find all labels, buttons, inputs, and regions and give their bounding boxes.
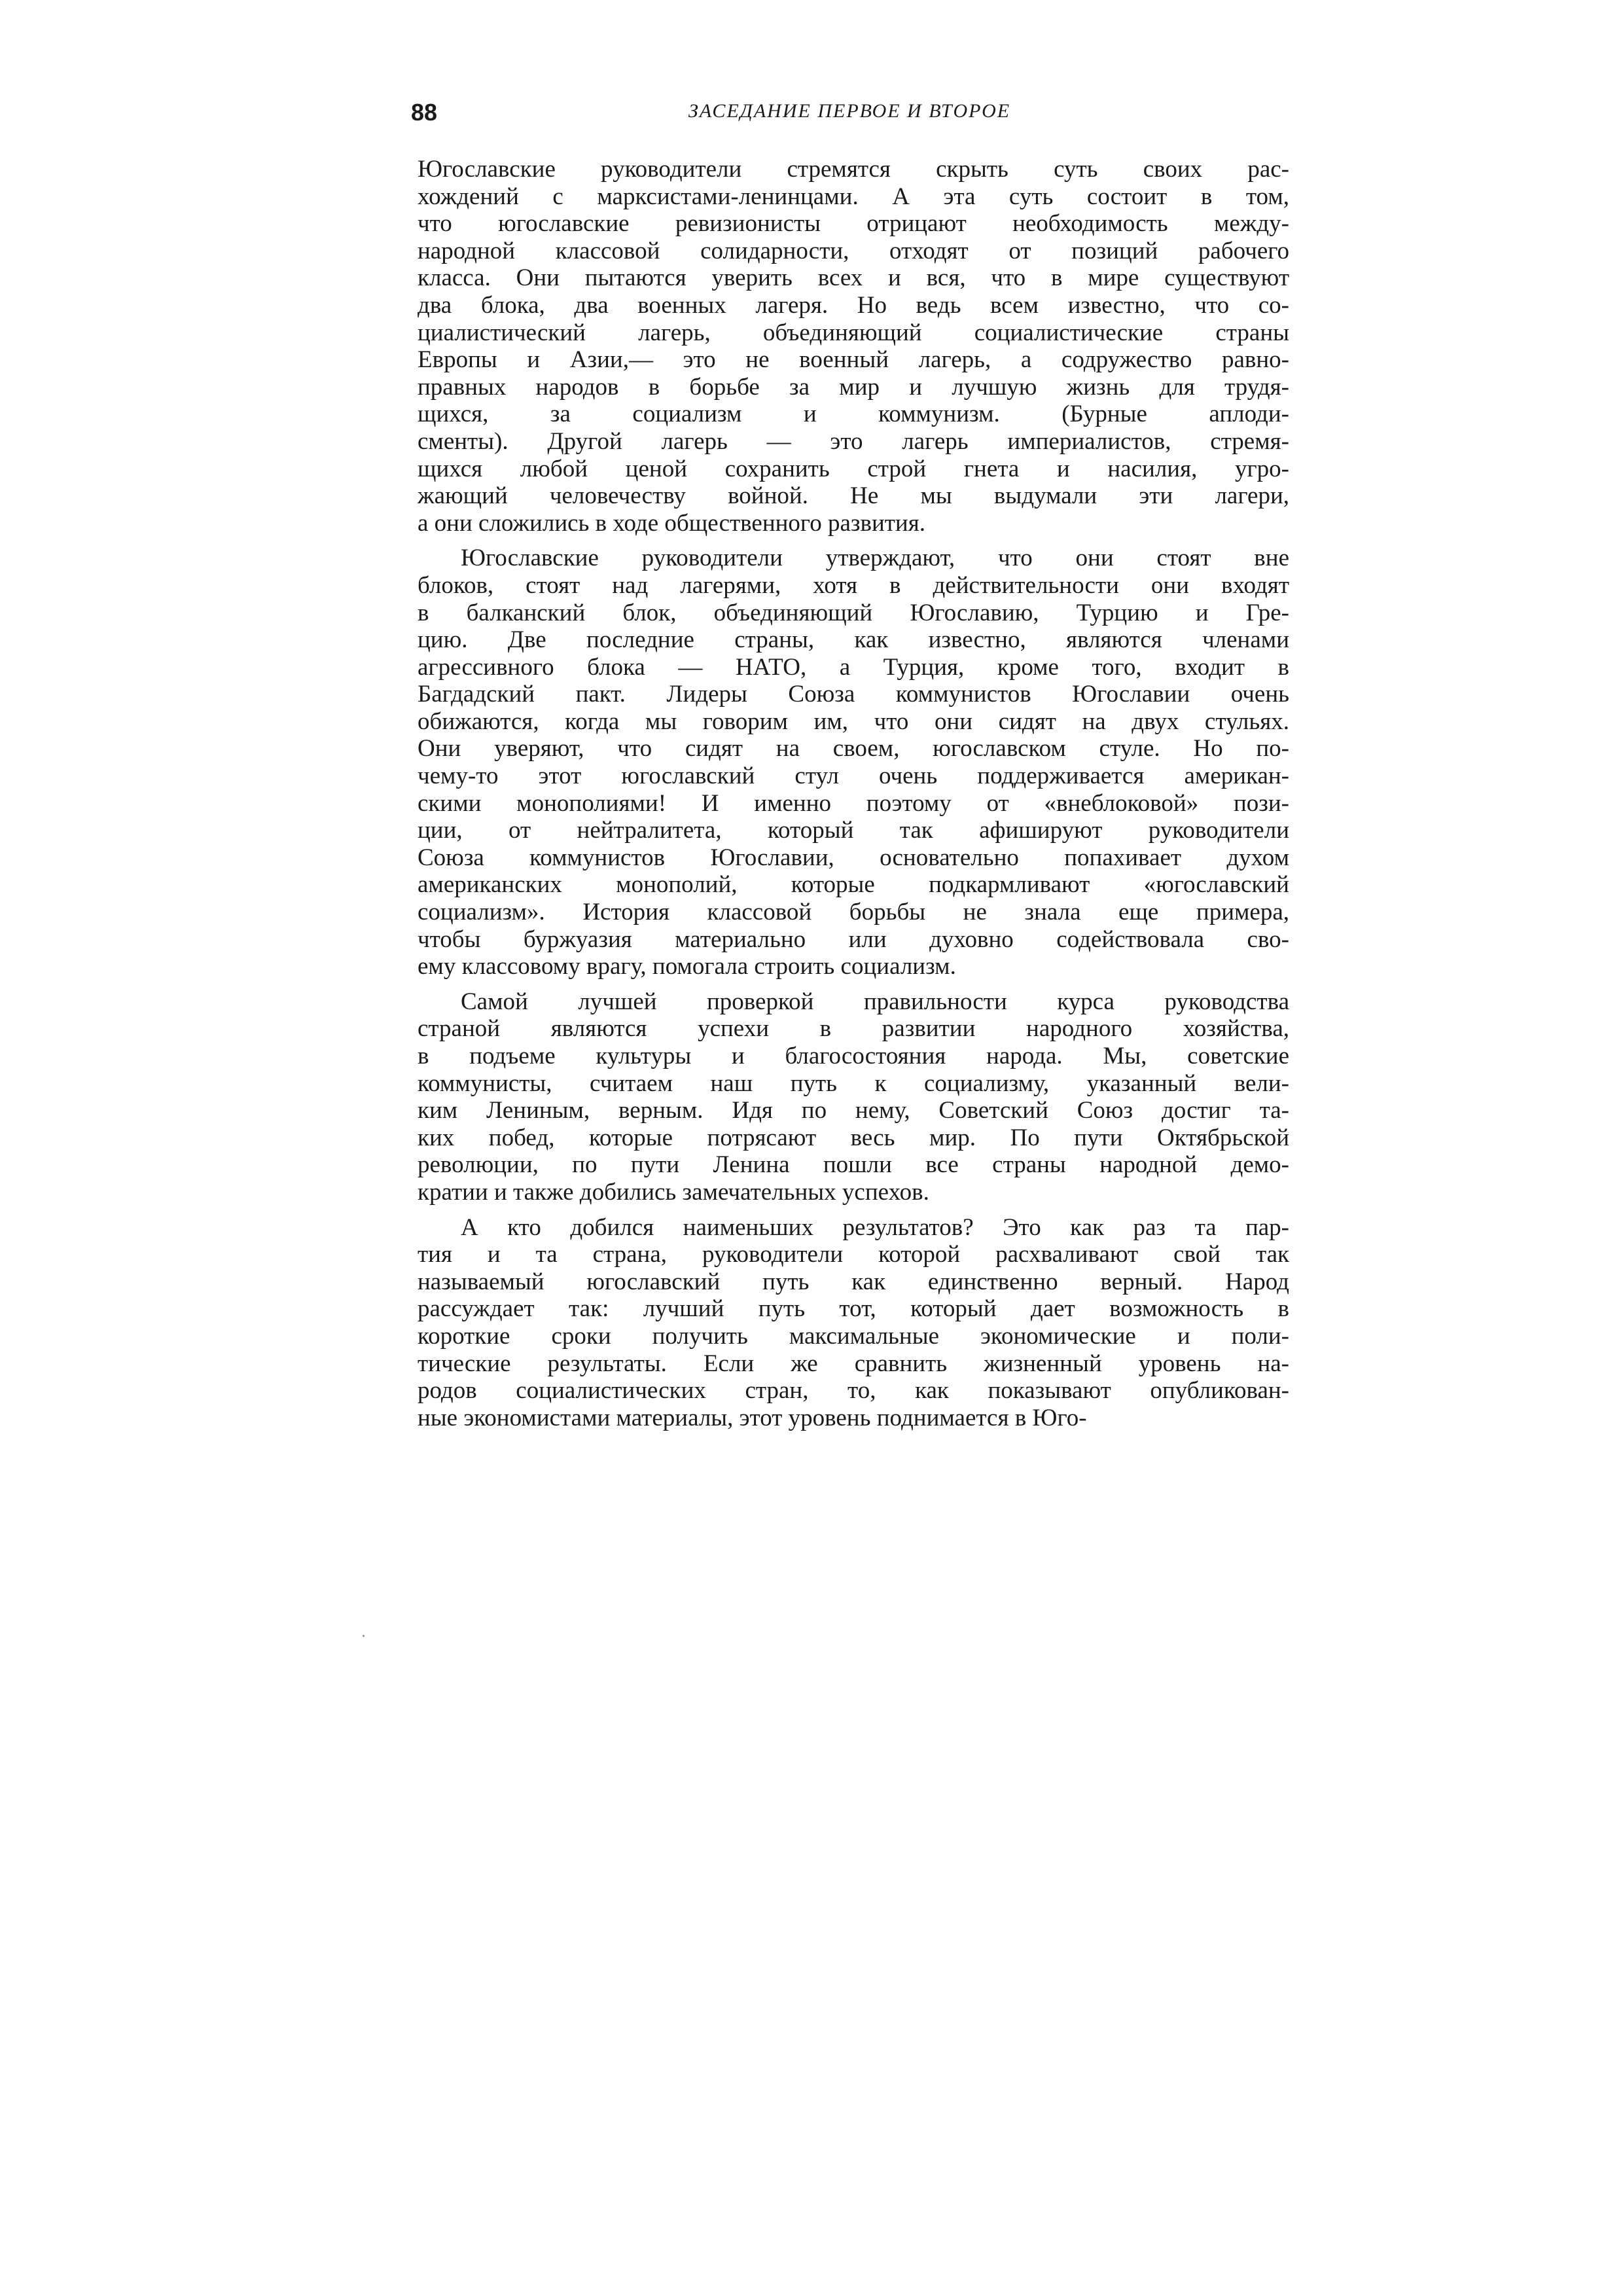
text-line: скими монополиями! И именно поэтому от «внеблоковой» пози-	[418, 789, 1289, 817]
text-line: цию. Две последние страны, как известно, являются членами	[418, 626, 1289, 654]
text-line: чтобы буржуазия материально или духовно содействовала сво-	[418, 925, 1289, 953]
text-line: страной являются успехи в развитии народного хозяйства,	[418, 1015, 1289, 1043]
page-number: 88	[411, 99, 438, 126]
body-text	[418, 156, 1289, 1431]
text-line: называемый югославский путь как единственно верный. Народ	[418, 1268, 1289, 1295]
text-line: циалистический лагерь, объединяющий социалистические страны	[418, 319, 1289, 346]
text-line: что югославские ревизионисты отрицают необходимость между-	[418, 210, 1289, 238]
text-line: щихся, за социализм и коммунизм. (Бурные аплоди-	[418, 401, 1289, 428]
text-line: ких побед, которые потрясают весь мир. По пути Октябрьской	[418, 1124, 1289, 1151]
text-line: Союза коммунистов Югославии, основательно попахивает духом	[418, 844, 1289, 871]
text-line: кратии и также добились замечательных успехов.	[418, 1178, 929, 1206]
text-line: ции, от нейтралитета, который так афишируют руководители	[418, 817, 1289, 844]
text-line: рассуждает так: лучший путь тот, который дает возможность в	[418, 1295, 1289, 1323]
running-header: ЗАСЕДАНИЕ ПЕРВОЕ И ВТОРОЕ	[688, 100, 1011, 122]
text-line: социализм». История классовой борьбы не знала еще примера,	[418, 899, 1289, 926]
text-line: короткие сроки получить максимальные экономические и поли-	[418, 1322, 1289, 1350]
text-line: хождений с марксистами-ленинцами. А эта суть состоит в том,	[418, 183, 1289, 210]
text-line: коммунисты, считаем наш путь к социализму, указанный вели-	[418, 1069, 1289, 1097]
text-line: ему классовому врагу, помогала строить социализм.	[418, 953, 956, 980]
text-line: сменты). Другой лагерь — это лагерь империалистов, стремя-	[418, 427, 1289, 455]
text-line: блоков, стоят над лагерями, хотя в действительности они входят	[418, 571, 1289, 599]
text-line: ким Лениным, верным. Идя по нему, Советский Союз достиг та-	[418, 1097, 1289, 1124]
paragraph	[418, 545, 1289, 980]
text-line: Самой лучшей проверкой правильности курса руководства	[461, 988, 1289, 1015]
text-line: Они уверяют, что сидят на своем, югославском стуле. Но по-	[418, 735, 1289, 762]
text-line: два блока, два военных лагеря. Но ведь всем известно, что со-	[418, 291, 1289, 319]
paragraph	[418, 1214, 1289, 1432]
text-line: чему-то этот югославский стул очень поддерживается американ-	[418, 762, 1289, 790]
text-line: американских монополий, которые подкармливают «югославский	[418, 871, 1289, 899]
text-line: революции, по пути Ленина пошли все страны народной демо-	[418, 1151, 1289, 1179]
text-line: народной классовой солидарности, отходят от позиций рабочего	[418, 237, 1289, 264]
text-line: правных народов в борьбе за мир и лучшую жизнь для трудя-	[418, 373, 1289, 401]
text-line: в подъеме культуры и благосостояния народа. Мы, советские	[418, 1043, 1289, 1069]
paragraph	[418, 988, 1289, 1206]
text-line: класса. Они пытаются уверить всех и вся, что в мире существуют	[418, 264, 1289, 292]
text-line: агрессивного блока — НАТО, а Турция, кроме того, входит в	[418, 653, 1289, 681]
text-line: Багдадский пакт. Лидеры Союза коммунистов Югославии очень	[418, 681, 1289, 708]
text-line: Югославские руководители утверждают, что они стоят вне	[461, 545, 1289, 572]
text-line: родов социалистических стран, то, как показывают опубликован-	[418, 1377, 1289, 1405]
text-line: А кто добился наименьших результатов? Это как раз та пар-	[461, 1213, 1289, 1241]
text-line: Югославские руководители стремятся скрыть суть своих рас-	[418, 156, 1289, 183]
paragraph	[418, 156, 1289, 537]
text-line: жающий человечеству войной. Не мы выдумали эти лагери,	[418, 482, 1289, 510]
text-line: в балканский блок, объединяющий Югославию, Турцию и Гре-	[418, 599, 1289, 626]
text-line: ные экономистами материалы, этот уровень поднимается в Юго-	[418, 1404, 1087, 1431]
text-line: Европы и Азии,— это не военный лагерь, а содружество равно-	[418, 346, 1289, 374]
text-line: тические результаты. Если же сравнить жизненный уровень на-	[418, 1350, 1289, 1377]
text-line: а они сложились в ходе общественного развития.	[418, 509, 925, 537]
text-line: обижаются, когда мы говорим им, что они сидят на двух стульях.	[418, 708, 1289, 735]
text-line: щихся любой ценой сохранить строй гнета и насилия, угро-	[418, 455, 1289, 482]
text-line: тия и та страна, руководители которой расхваливают свой так	[418, 1241, 1289, 1268]
scan-speck	[363, 1635, 365, 1637]
